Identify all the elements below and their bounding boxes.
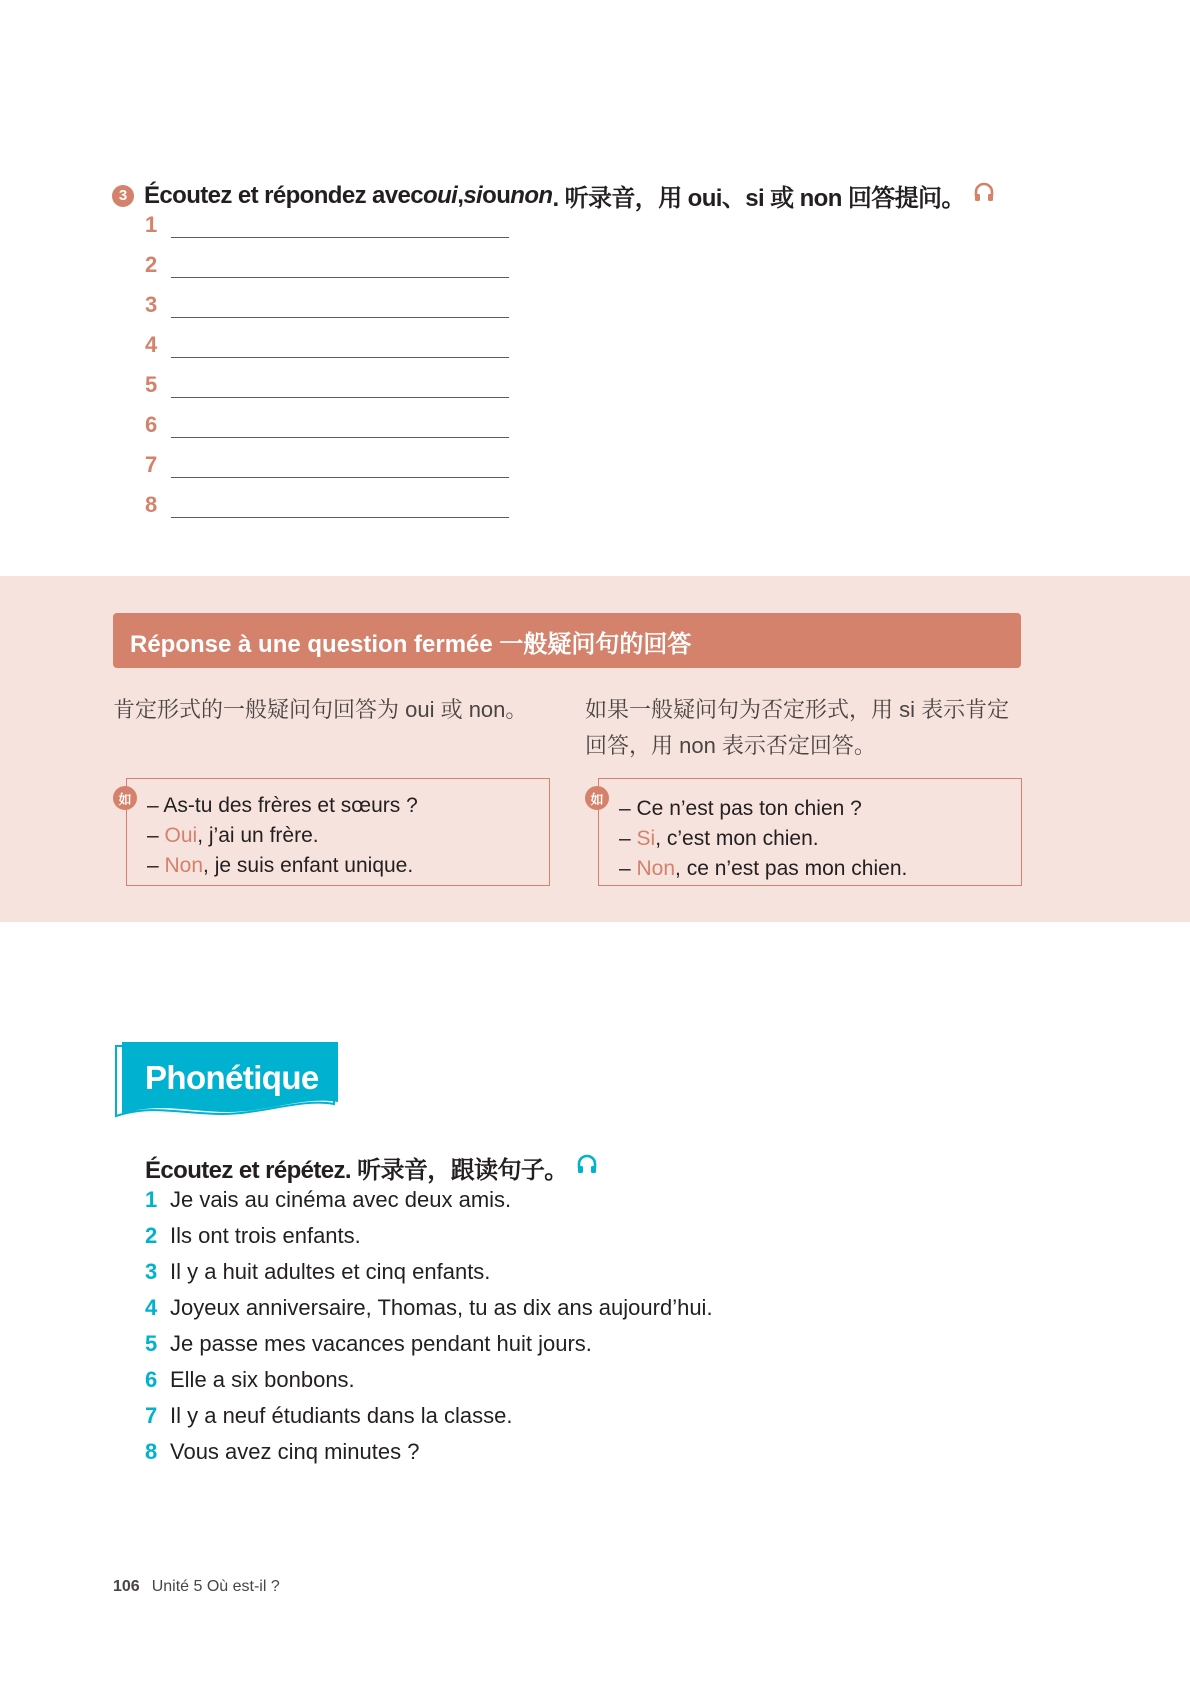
answer-non: Non xyxy=(164,854,204,877)
word-si: si xyxy=(463,181,483,209)
answer-row xyxy=(145,412,525,442)
sep-2: ou xyxy=(482,181,511,209)
example-right-line1: – Ce n’est pas ton chien ? xyxy=(619,797,862,820)
headphone-icon[interactable] xyxy=(576,1153,598,1182)
item-sentence: Je vais au cinéma avec deux amis. xyxy=(170,1187,512,1212)
item-sentence: Vous avez cinq minutes ? xyxy=(170,1439,420,1464)
item-number: 2 xyxy=(145,1223,158,1248)
example-left-line3: – Non, je suis enfant unique. xyxy=(147,854,414,877)
item-sentence: Elle a six bonbons. xyxy=(170,1367,355,1392)
item-sentence: Il y a neuf étudiants dans la classe. xyxy=(170,1403,513,1428)
sep-1: , xyxy=(457,181,464,209)
grammar-title: Réponse à une question fermée 一般疑问句的回答 xyxy=(113,613,1021,668)
answer-number: 4 xyxy=(145,332,158,357)
answer-number: 3 xyxy=(145,292,158,317)
word-oui: oui xyxy=(423,181,458,209)
phonetique-banner-label: Phonétique xyxy=(145,1059,319,1096)
answer-blank-line[interactable] xyxy=(171,357,509,358)
item-number: 5 xyxy=(145,1331,158,1356)
answer-row xyxy=(145,332,525,362)
answer-number: 6 xyxy=(145,412,158,437)
answer-blank-line[interactable] xyxy=(171,317,509,318)
grammar-left-text: 肯定形式的一般疑问句回答为 oui 或 non。 xyxy=(113,697,528,722)
page-footer xyxy=(113,1578,280,1596)
exercise-3-instruction-part2: . 听录音，用 oui、si 或 non 回答提问。 xyxy=(552,185,965,212)
item-number: 1 xyxy=(145,1187,158,1212)
answer-row xyxy=(145,452,525,482)
example-badge: 如 xyxy=(585,786,609,810)
answer-blank-line[interactable] xyxy=(171,277,509,278)
list-item xyxy=(145,1367,355,1393)
answer-number: 8 xyxy=(145,492,158,517)
item-sentence: Il y a huit adultes et cinq enfants. xyxy=(170,1259,491,1284)
item-number: 7 xyxy=(145,1403,158,1428)
list-item xyxy=(145,1331,592,1357)
list-item xyxy=(145,1259,490,1285)
exercise-3-title xyxy=(112,178,995,213)
headphone-icon[interactable] xyxy=(973,181,995,210)
word-non: non xyxy=(510,181,553,209)
answer-row xyxy=(145,212,525,242)
answer-blank-line[interactable] xyxy=(171,397,509,398)
example-left-line2: – Oui, j’ai un frère. xyxy=(147,824,319,847)
answer-si: Si xyxy=(636,827,656,850)
answer-number: 7 xyxy=(145,452,158,477)
item-sentence: Ils ont trois enfants. xyxy=(170,1223,361,1248)
phonetique-title xyxy=(145,1150,598,1185)
answer-row xyxy=(145,492,525,522)
list-item xyxy=(145,1403,512,1429)
example-right-line3: – Non, ce n’est pas mon chien. xyxy=(619,857,908,880)
example-box-left xyxy=(118,778,550,886)
item-number: 4 xyxy=(145,1295,158,1320)
item-sentence: Je passe mes vacances pendant huit jours. xyxy=(170,1331,592,1356)
answer-blank-line[interactable] xyxy=(171,477,509,478)
answer-blank-line[interactable] xyxy=(171,237,509,238)
item-number: 3 xyxy=(145,1259,158,1284)
answer-non: Non xyxy=(636,857,676,880)
unit-title: Unité 5 Où est-il ? xyxy=(151,1578,280,1595)
grammar-right-text: 如果一般疑问句为否定形式，用 si 表示肯定回答，用 non 表示否定回答。 xyxy=(585,697,1010,758)
exercise-3-instruction-part1: Écoutez et répondez avec xyxy=(144,181,424,209)
page-number: 106 xyxy=(113,1578,140,1595)
exercise-number-badge: 3 xyxy=(112,185,134,207)
item-number: 8 xyxy=(145,1439,158,1464)
answer-number: 2 xyxy=(145,252,158,277)
example-left-line1: – As-tu des frères et sœurs ? xyxy=(147,794,418,817)
example-badge: 如 xyxy=(113,786,137,810)
answer-number: 1 xyxy=(145,212,158,237)
answer-row xyxy=(145,372,525,402)
list-item xyxy=(145,1295,713,1321)
list-item xyxy=(145,1223,361,1249)
item-sentence: Joyeux anniversaire, Thomas, tu as dix ans aujourd’hui. xyxy=(170,1295,713,1320)
example-right-line2: – Si, c’est mon chien. xyxy=(619,827,819,850)
phonetique-instruction: Écoutez et répétez. 听录音，跟读句子。 xyxy=(145,1157,568,1184)
list-item xyxy=(145,1439,419,1465)
answer-row xyxy=(145,292,525,322)
item-number: 6 xyxy=(145,1367,158,1392)
answer-blank-line[interactable] xyxy=(171,437,509,438)
answer-number: 5 xyxy=(145,372,158,397)
answer-row xyxy=(145,252,525,282)
example-box-right xyxy=(590,778,1022,886)
list-item xyxy=(145,1187,511,1213)
answer-oui: Oui xyxy=(164,824,198,847)
answer-blank-line[interactable] xyxy=(171,517,509,518)
